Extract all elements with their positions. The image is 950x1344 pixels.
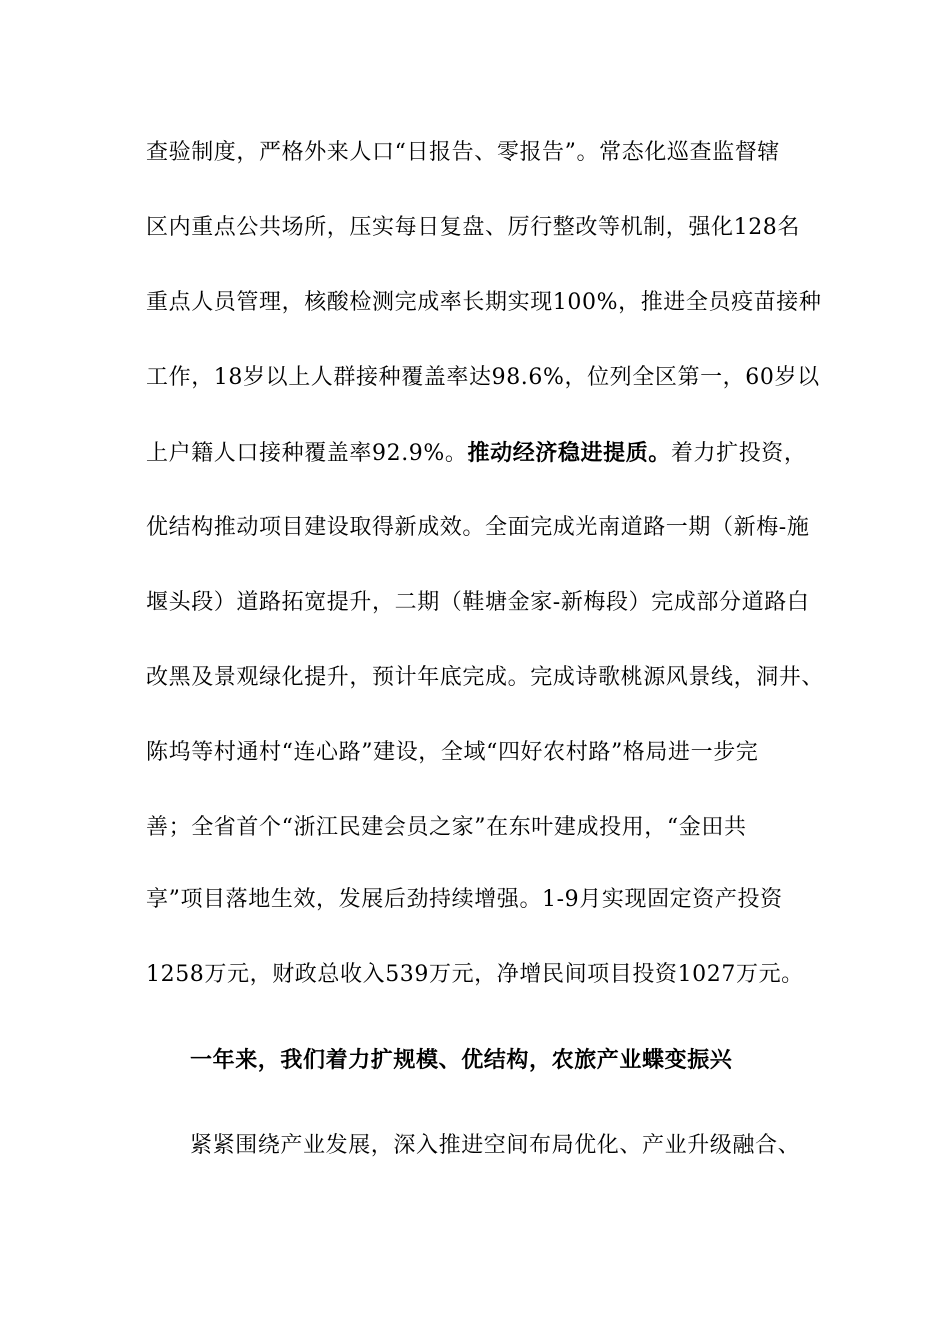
text-line-5-start: 上户籍人口接种覆盖率92.9%。 <box>146 441 468 466</box>
text-line-11: 享”项目落地生效，发展后劲持续增强。1-9月实现固定资产投资 <box>146 887 783 912</box>
text-line-5-tail: 着力扩投资， <box>670 441 807 466</box>
text-line-4: 工作，18岁以上人群接种覆盖率达98.6%，位列全区第一，60岁以 <box>146 365 820 390</box>
text-line-3: 重点人员管理，核酸检测完成率长期实现100%，推进全员疫苗接种 <box>146 290 822 315</box>
text-line-2: 区内重点公共场所，压实每日复盘、厉行整改等机制，强化128名 <box>146 215 800 240</box>
text-line-7: 堰头段）道路拓宽提升，二期（鞋塘金家-新梅段）完成部分道路白 <box>146 590 810 615</box>
text-line-1: 查验制度，严格外来人口“日报告、零报告”。常态化巡查监督辖 <box>146 140 780 165</box>
text-line-10: 善；全省首个“浙江民建会员之家”在东叶建成投用，“金田共 <box>146 815 747 840</box>
text-line-12: 1258万元，财政总收入539万元，净增民间项目投资1027万元。 <box>146 962 804 987</box>
text-line-9: 陈坞等村通村“连心路”建设，全域“四好农村路”格局进一步完 <box>146 740 759 765</box>
text-line-6: 优结构推动项目建设取得新成效。全面完成光南道路一期（新梅-施 <box>146 515 810 540</box>
bold-phrase: 推动经济稳进提质。 <box>467 440 671 466</box>
paragraph-first-line: 紧紧围绕产业发展，深入推进空间布局优化、产业升级融合、 <box>190 1133 801 1158</box>
text-line-5 <box>146 438 826 469</box>
section-heading: 一年来，我们着力扩规模、优结构，农旅产业蝶变振兴 <box>190 1047 733 1073</box>
text-line-8: 改黑及景观绿化提升，预计年底完成。完成诗歌桃源风景线，洞井、 <box>146 665 825 690</box>
